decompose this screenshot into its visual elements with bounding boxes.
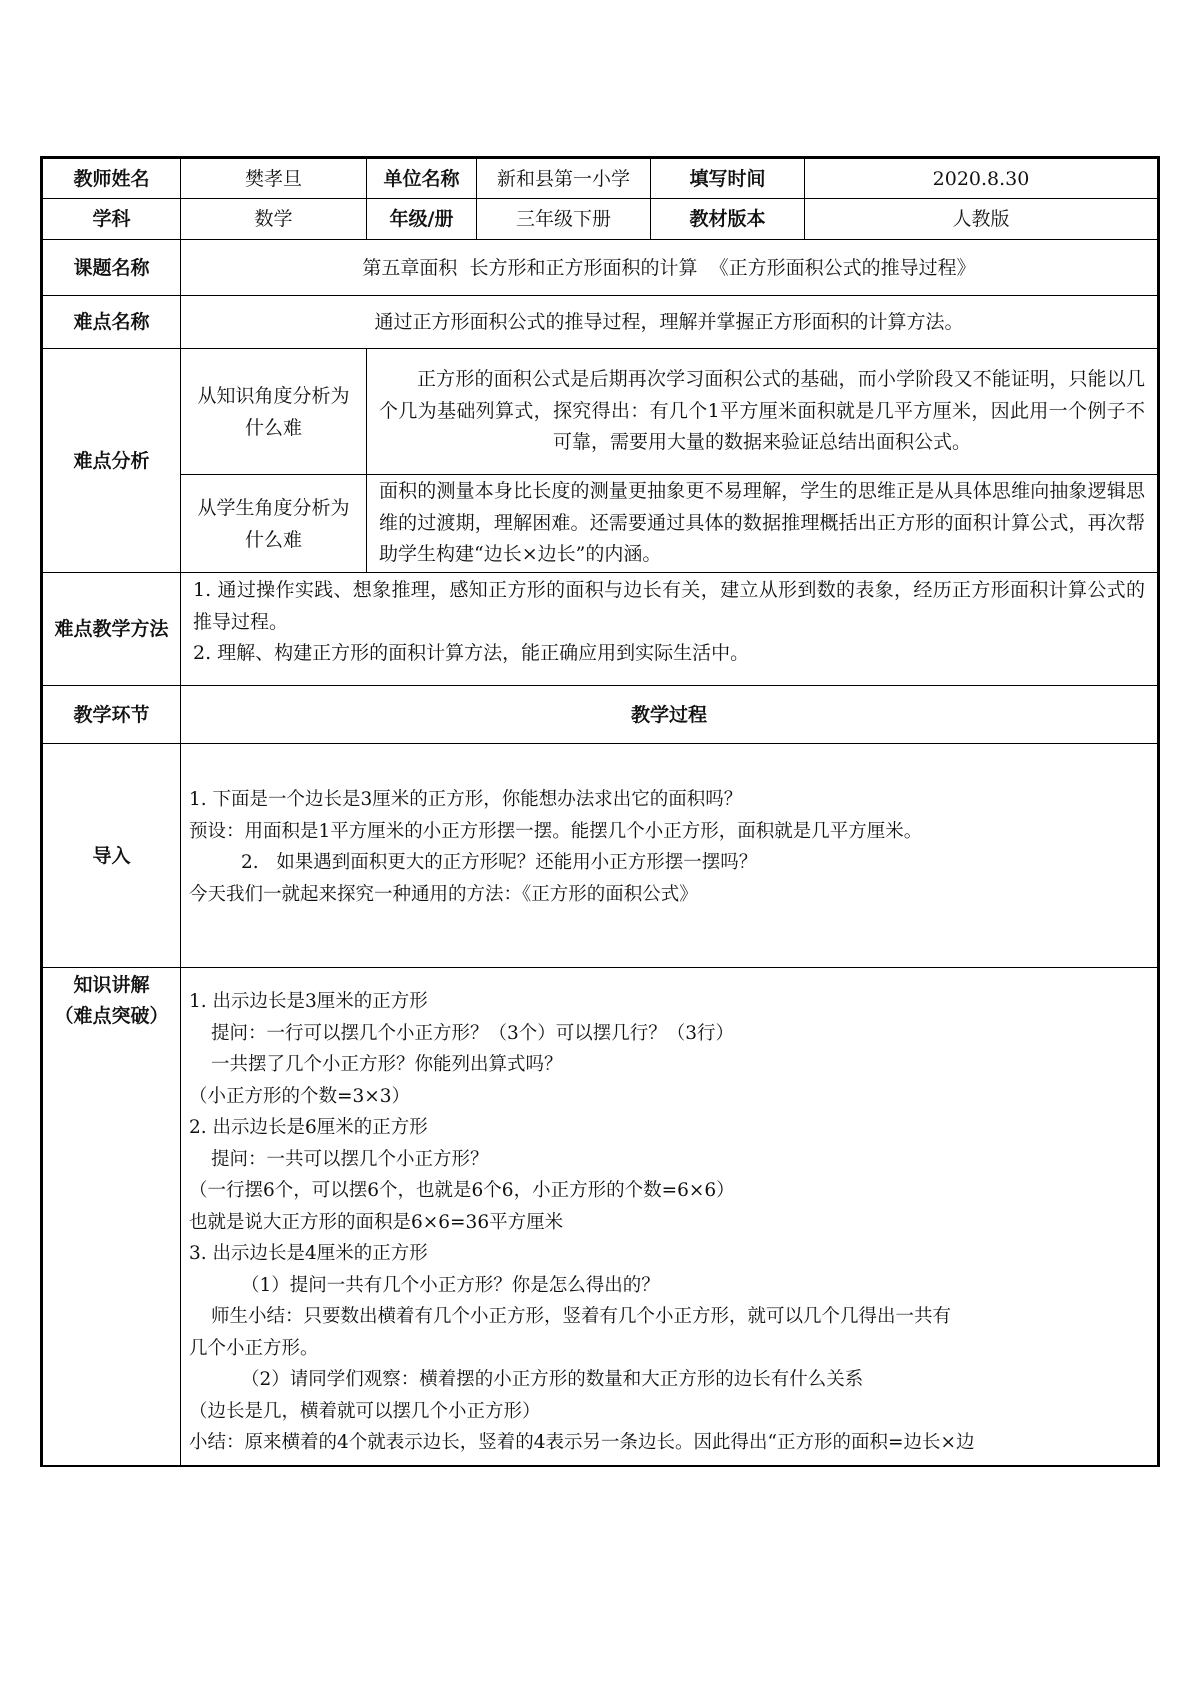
knowledge-label (42, 968, 181, 1466)
teacher-name-value: 樊孝旦 (181, 158, 367, 199)
knowledge-label-line1: 知识讲解 (73, 974, 150, 996)
knowledge-row (42, 968, 1159, 1466)
knowledge-line: 小结：原来横着的4个就表示边长，竖着的4表示另一条边长。因此得出“正方形的面积=边长×边 (189, 1432, 975, 1453)
topic-label: 课题名称 (42, 240, 181, 296)
intro-line: 1. 下面是一个边长是3厘米的正方形，你能想办法求出它的面积吗？ (189, 789, 743, 810)
knowledge-angle-text (367, 349, 1159, 475)
edition-label: 教材版本 (651, 199, 805, 240)
knowledge-line: 3. 出示边长是4厘米的正方形 (189, 1243, 428, 1264)
difficulty-label: 难点名称 (42, 296, 181, 349)
teaching-process-label: 教学过程 (181, 686, 1159, 744)
knowledge-line: 一共摆了几个小正方形？你能列出算式吗？ (211, 1054, 563, 1075)
knowledge-angle-label: 从知识角度分析为什么难 (181, 349, 367, 475)
analysis-row-student (42, 475, 1159, 573)
process-header-row (42, 686, 1159, 744)
teacher-name-label: 教师姓名 (42, 158, 181, 199)
fill-date-label: 填写时间 (651, 158, 805, 199)
student-angle-paragraph: 面积的测量本身比长度的测量更抽象更不易理解，学生的思维正是从具体思维向抽象逻辑思维的过渡期，理解困难。还需要通过具体的数据推理概括出正方形的面积计算公式，再次帮助学生构建“边长×边长”的内涵。 (379, 480, 1145, 566)
analysis-label: 难点分析 (42, 349, 181, 573)
analysis-row-knowledge (42, 349, 1159, 475)
difficulty-value: 通过正方形面积公式的推导过程，理解并掌握正方形面积的计算方法。 (181, 296, 1159, 349)
knowledge-angle-paragraph: 正方形的面积公式是后期再次学习面积公式的基础，而小学阶段又不能证明，只能以几个几为基础列算式，探究得出：有几个1平方厘米面积就是几平方厘米，因此用一个例子不可靠，需要用大量的数据来验证总结出面积公式。 (379, 368, 1145, 454)
difficulty-row (42, 296, 1159, 349)
lesson-plan-table (40, 156, 1160, 1467)
method-content (181, 573, 1159, 686)
knowledge-line: 提问：一行可以摆几个小正方形？（3个）可以摆几行？（3行） (211, 1022, 735, 1044)
knowledge-line: 2. 出示边长是6厘米的正方形 (189, 1117, 428, 1138)
subject-label: 学科 (42, 199, 181, 240)
knowledge-line: （小正方形的个数=3×3） (189, 1085, 411, 1107)
student-angle-label: 从学生角度分析为什么难 (181, 475, 367, 573)
topic-row (42, 240, 1159, 296)
grade-label: 年级/册 (367, 199, 477, 240)
header-row-2 (42, 199, 1159, 240)
knowledge-line: 也就是说大正方形的面积是6×6=36平方厘米 (189, 1211, 564, 1233)
knowledge-content (181, 968, 1159, 1466)
knowledge-line: （边长是几，横着就可以摆几个小正方形） (189, 1400, 541, 1422)
teaching-stage-label: 教学环节 (42, 686, 181, 744)
method-item: 2. 理解、构建正方形的面积计算方法，能正确应用到实际生活中。 (193, 642, 750, 664)
knowledge-line: （2）请同学们观察：横着摆的小正方形的数量和大正方形的边长有什么关系 (241, 1369, 864, 1390)
header-row-1 (42, 158, 1159, 199)
intro-label: 导入 (42, 744, 181, 968)
knowledge-line: 提问：一共可以摆几个小正方形？ (211, 1148, 489, 1170)
knowledge-line: （1）提问一共有几个小正方形？你是怎么得出的？ (241, 1274, 660, 1296)
knowledge-line: 几个小正方形。 (189, 1337, 319, 1359)
edition-value: 人教版 (805, 199, 1159, 240)
grade-value: 三年级下册 (477, 199, 651, 240)
subject-value: 数学 (181, 199, 367, 240)
knowledge-line: （一行摆6个，可以摆6个，也就是6个6，小正方形的个数=6×6） (189, 1180, 735, 1201)
intro-line: 预设：用面积是1平方厘米的小正方形摆一摆。能摆几个小正方形，面积就是几平方厘米。 (189, 820, 923, 842)
unit-name-label: 单位名称 (367, 158, 477, 199)
intro-line: 2. 如果遇到面积更大的正方形呢？还能用小正方形摆一摆吗？ (241, 852, 758, 873)
intro-content (181, 744, 1159, 968)
topic-value: 第五章面积 长方形和正方形面积的计算 《正方形面积公式的推导过程》 (181, 240, 1159, 296)
fill-date-value: 2020.8.30 (805, 158, 1159, 199)
unit-name-value: 新和县第一小学 (477, 158, 651, 199)
knowledge-line: 1. 出示边长是3厘米的正方形 (189, 991, 428, 1012)
intro-row (42, 744, 1159, 968)
knowledge-line: 师生小结：只要数出横着有几个小正方形，竖着有几个小正方形，就可以几个几得出一共有 (211, 1306, 952, 1327)
method-row (42, 573, 1159, 686)
method-item: 1. 通过操作实践、想象推理，感知正方形的面积与边长有关，建立从形到数的表象，经历正方形面积计算公式的推导过程。 (193, 579, 1145, 633)
method-label: 难点教学方法 (42, 573, 181, 686)
knowledge-label-line2: （难点突破） (54, 1005, 169, 1027)
intro-line: 今天我们一就起来探究一种通用的方法：《正方形的面积公式》 (189, 883, 698, 905)
student-angle-text (367, 475, 1159, 573)
